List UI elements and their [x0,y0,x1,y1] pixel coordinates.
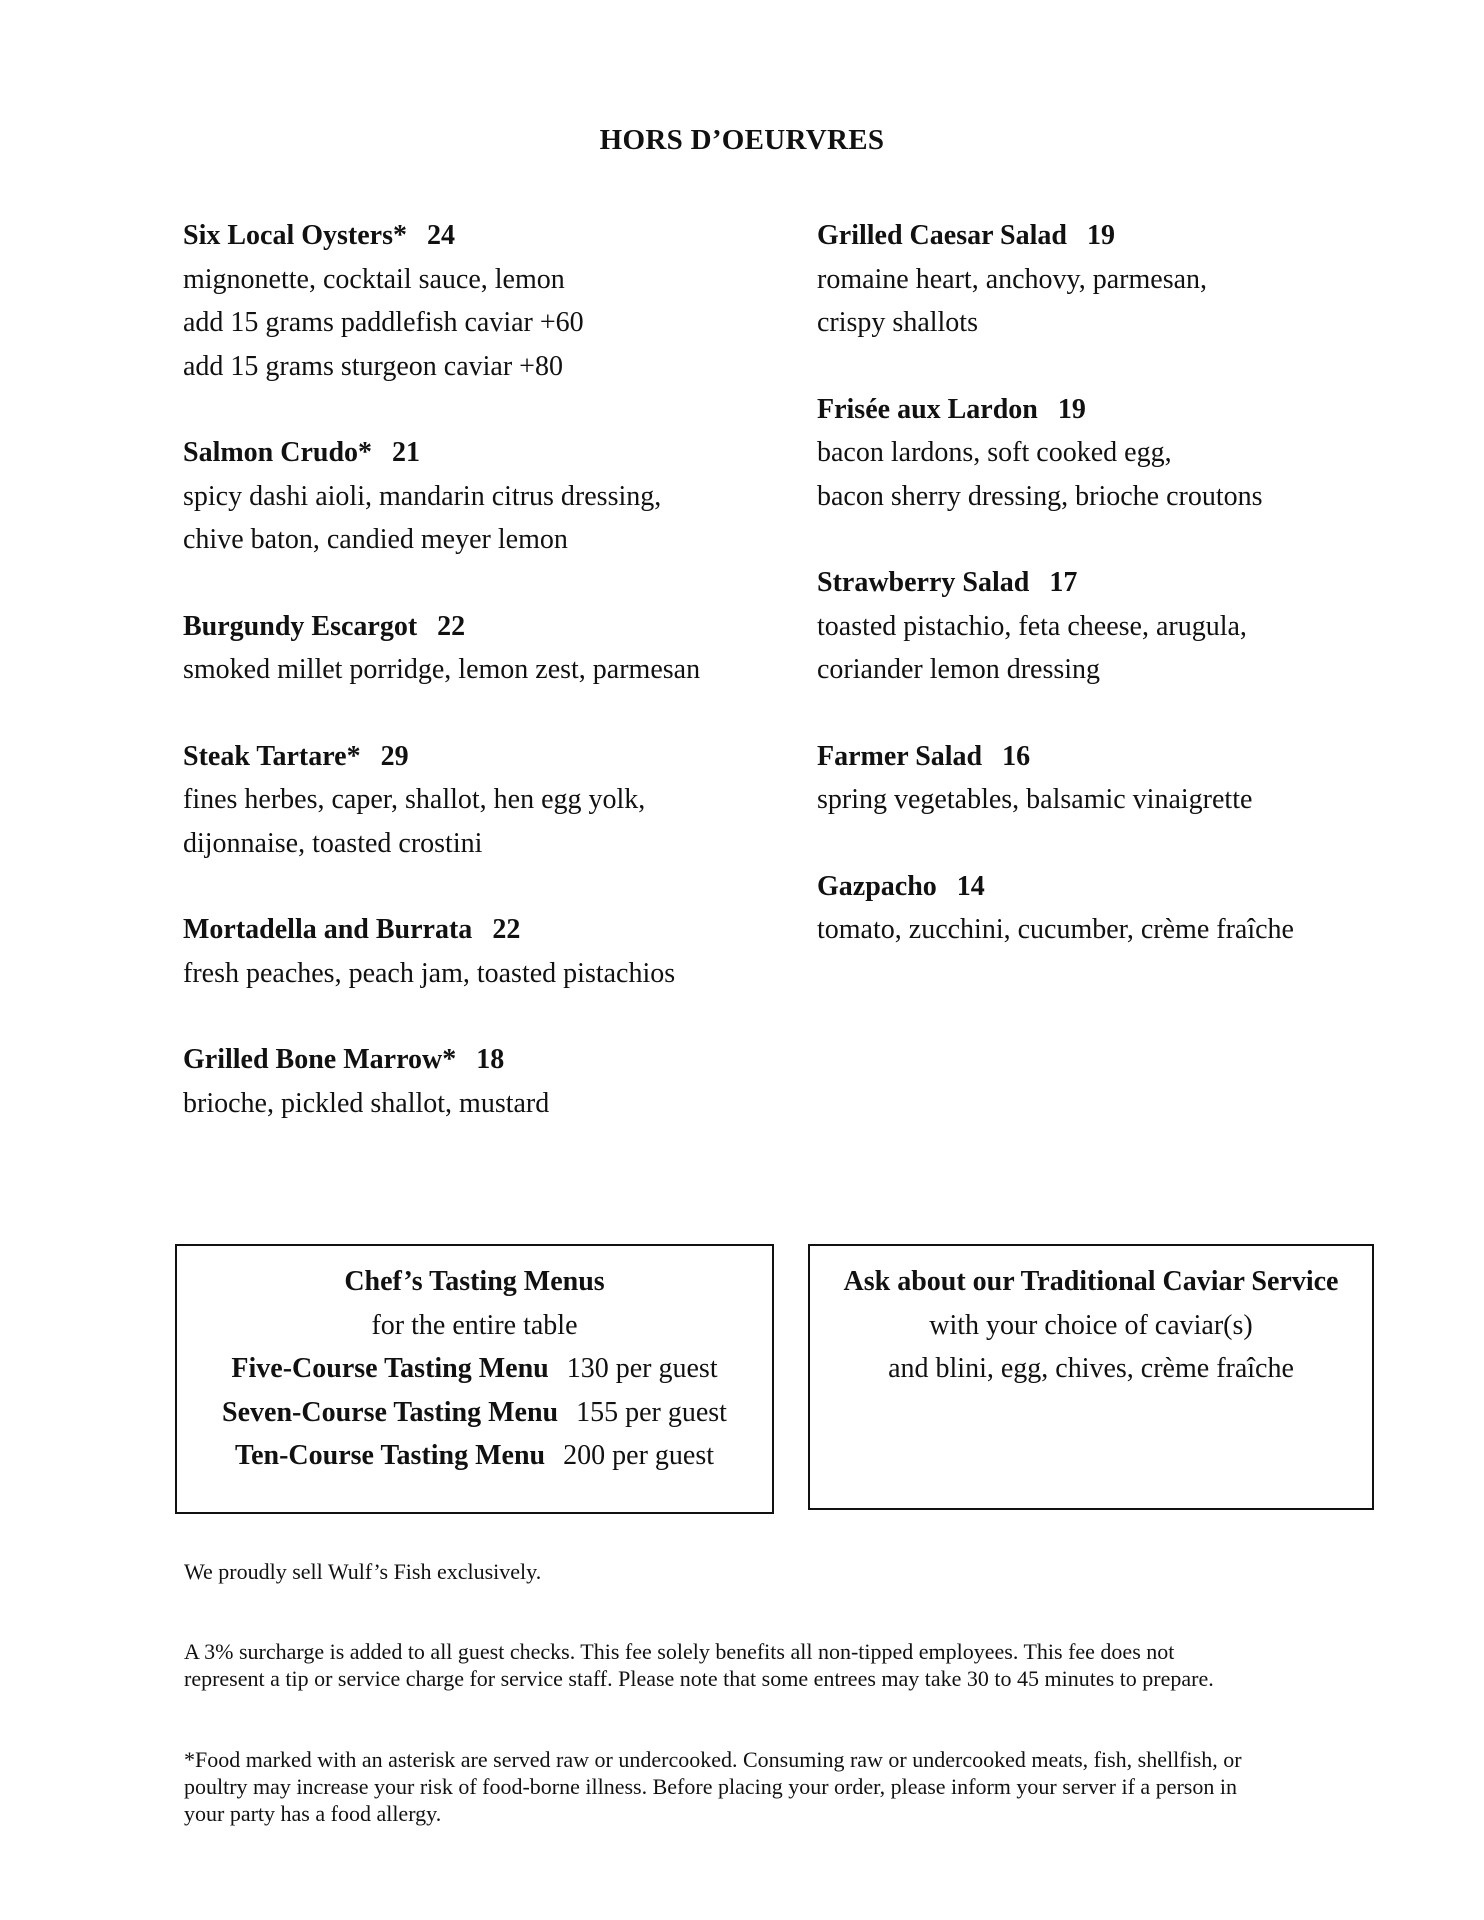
item-price: 14 [956,870,985,902]
item-name: Steak Tartare* [183,740,361,772]
item-price: 29 [380,740,409,772]
item-description: crispy shallots [817,307,978,338]
tasting-menu-box [175,1244,774,1514]
item-price: 24 [427,220,455,251]
item-price: 16 [1002,740,1031,772]
caviar-description: and blini, egg, chives, crème fraîche [888,1353,1294,1384]
tasting-subheading: for the entire table [371,1309,578,1341]
menu-item [817,388,1417,519]
item-price: 19 [1057,393,1086,425]
item-description: fines herbes, caper, shallot, hen egg yolk, [183,784,646,815]
item-name: Farmer Salad [817,740,983,772]
item-price: 22 [437,610,466,642]
item-price: 18 [476,1044,505,1075]
tasting-menu-price: 200 per guest [563,1440,714,1471]
item-name: Gazpacho [817,870,937,902]
tasting-menu-option [177,1347,772,1391]
menu-item [817,214,1417,345]
tasting-menu-name: Seven-Course Tasting Menu [222,1396,559,1428]
tasting-menu-price: 155 per guest [576,1396,727,1428]
menu-item [183,214,783,388]
tasting-menu-name: Five-Course Tasting Menu [231,1353,549,1384]
item-description: mignonette, cocktail sauce, lemon [183,263,565,295]
surcharge-note: A 3% surcharge is added to all guest checks. This fee solely benefits all non-tipped employees. This fee does not represent a tip or service charge for service staff. Please note that some entrees may take 30 to 45 minutes to prepare. [184,1639,1214,1691]
tasting-menu-option [177,1434,772,1478]
fish-supplier-note: We proudly sell Wulf’s Fish exclusively. [184,1559,542,1584]
item-price: 21 [392,437,421,468]
menu-item [817,735,1417,822]
item-name: Mortadella and Burrata [183,914,473,945]
menu-item [183,431,783,562]
item-description: brioche, pickled shallot, mustard [183,1087,550,1119]
caviar-service-box [808,1244,1374,1510]
item-description: spring vegetables, balsamic vinaigrette [817,784,1253,815]
item-description: bacon sherry dressing, brioche croutons [817,480,1263,512]
tasting-menu-option [177,1391,772,1435]
right-menu-column [817,214,1417,995]
tasting-menu-price: 130 per guest [566,1353,718,1384]
item-description: dijonnaise, toasted crostini [183,827,483,859]
item-price: 19 [1086,220,1115,251]
item-name: Six Local Oysters* [183,220,407,251]
menu-item [183,1038,783,1125]
caviar-heading: Ask about our Traditional Caviar Service [843,1266,1339,1297]
menu-item [183,735,783,866]
menu-item [183,908,783,995]
menu-item [817,561,1417,692]
menu-item [183,605,783,692]
item-description: tomato, zucchini, cucumber, crème fraîche [817,914,1294,945]
item-description: romaine heart, anchovy, parmesan, [817,263,1208,295]
item-description: toasted pistachio, feta cheese, arugula, [817,610,1247,642]
tasting-menu-name: Ten-Course Tasting Menu [234,1440,546,1471]
left-menu-column [183,214,783,1168]
item-description: chive baton, candied meyer lemon [183,524,568,555]
item-price: 17 [1049,567,1078,598]
item-description: coriander lemon dressing [817,654,1101,685]
item-name: Frisée aux Lardon [817,393,1038,425]
item-name: Grilled Caesar Salad [817,220,1067,251]
item-description: bacon lardons, soft cooked egg, [817,437,1172,468]
item-description: spicy dashi aioli, mandarin citrus dressing, [183,480,662,512]
item-name: Salmon Crudo* [183,437,373,468]
caviar-description: with your choice of caviar(s) [929,1309,1253,1341]
menu-section-title: HORS D’OEURVRES [599,124,885,156]
item-description: add 15 grams paddlefish caviar +60 [183,307,584,338]
item-price: 22 [492,914,521,945]
item-description: add 15 grams sturgeon caviar +80 [183,350,563,382]
tasting-heading: Chef’s Tasting Menus [344,1266,605,1297]
item-description: smoked millet porridge, lemon zest, parmesan [183,654,701,685]
item-name: Burgundy Escargot [183,610,418,642]
raw-food-warning: *Food marked with an asterisk are served raw or undercooked. Consuming raw or undercooked meats, fish, shellfish, or poultry may increase your risk of food-borne illness. Before placing your order, please inform your server if a person in your party has a food allergy. [184,1747,1242,1826]
item-name: Grilled Bone Marrow* [183,1044,457,1075]
item-name: Strawberry Salad [817,567,1030,598]
item-description: fresh peaches, peach jam, toasted pistachios [183,957,676,989]
menu-item [817,865,1417,952]
